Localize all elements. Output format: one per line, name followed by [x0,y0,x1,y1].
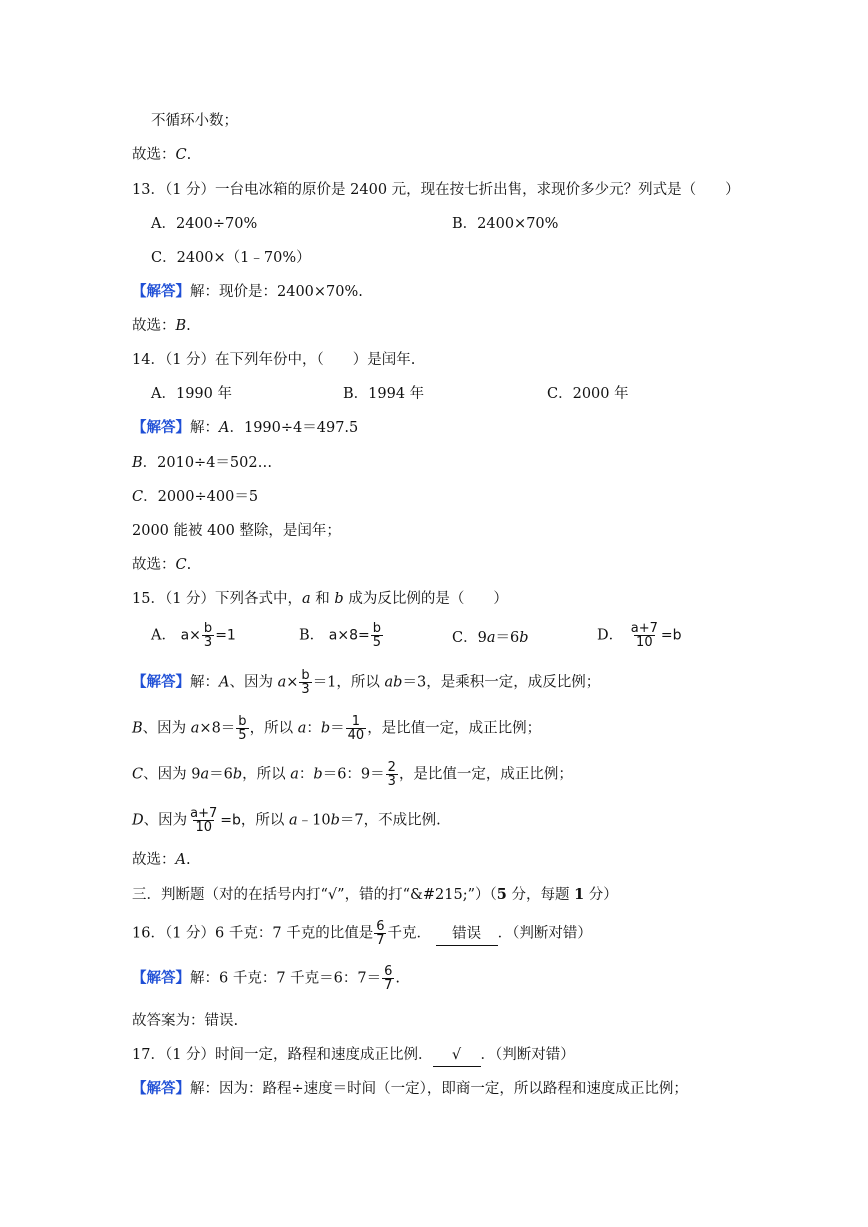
text-span: a× [180,627,201,644]
text-span: 6 [384,964,393,979]
text-span: A [219,674,230,691]
text-span: 3 [301,682,310,697]
text-span: 7 [376,933,385,948]
answer-tag: 【解答】 [132,673,190,691]
text-span: B [132,455,143,471]
answer-blank: √ [433,1044,481,1067]
question-14-option-a: A．1990 年 [151,386,232,402]
text-span: C [175,147,187,163]
text-span: ×8＝ [199,720,236,737]
answer-14-line-c [132,486,258,508]
text-span: 17．（1 分）时间一定，路程和速度成正比例． [132,1047,433,1063]
text-span: b [372,621,381,636]
text-line: 不循环小数； [151,113,238,129]
text-span: . [186,557,192,573]
question-14-option-b: B．1994 年 [343,386,425,402]
text-span: 和 [310,591,335,607]
text-span: 解：6 千克：7 千克＝6：7＝ [190,970,382,987]
text-span: 3 [387,774,396,789]
text-span: . [186,147,192,163]
text-span: ，所以 [242,766,291,783]
question-13-option-a: A．2400÷70% [151,216,258,232]
text-span: a [289,812,298,829]
text-span: ＝6 [209,766,233,783]
text-span: 6 [376,919,385,934]
text-span: 1 [351,714,361,729]
text-span: 千克． [387,925,431,942]
answer-tag: 【解答】 [132,419,190,436]
text-span: B [175,318,187,334]
answer-blank: 错误 [436,923,498,946]
answer-15-b [132,715,541,742]
text-span: b [301,668,310,683]
answer-14-line-b [132,452,272,474]
text-span: b [330,812,340,829]
text-span: 故选： [132,147,176,163]
answer-16-result: 故答案为：错误. [132,1013,239,1029]
text-span: 、因为 [143,812,188,829]
text-span: =1 [215,627,236,644]
answer-14 [132,417,358,439]
text-span: ．2010÷4＝502… [142,455,273,471]
text-span: a+7 [630,621,658,636]
text-span: D． [597,627,624,644]
text-span: 40 [347,728,365,743]
fraction [346,715,367,742]
text-span: 、因为 9 [143,766,201,783]
text-span: ﹣10 [297,812,331,829]
question-15-option-d [597,622,682,649]
text-span: =b [220,812,241,829]
text-span: b [334,591,344,607]
text-span: 解： [190,420,219,436]
text-span: 5 [238,728,247,743]
question-13-option-c: C．2400×（1﹣70%） [151,250,311,266]
text-span: 故选： [132,557,176,573]
text-span: D [132,812,144,829]
text-span: 10 [195,820,212,835]
text-span: a [486,630,496,646]
answer-tag: 【解答】 [132,969,190,987]
answer-17 [132,1078,688,1100]
text-span: × [286,674,299,691]
text-span: 故选： [132,318,176,334]
text-span: ，所以 [249,720,298,737]
text-span: 三．判断题（对的在括号内打“√”，错的打“&#215;”）（ [132,887,497,903]
text-span: 2 [387,760,396,775]
text-span: ．（判断对错） [497,925,592,942]
question-13: 13．（1 分）一台电冰箱的原价是 2400 元，现在按七折出售，求现价多少元？列式是（ ） [132,182,740,198]
text-span: C [132,766,144,783]
text-span: 15．（1 分）下列各式中， [132,591,303,607]
answer-choice-line [132,554,191,576]
text-span: ．1990÷4＝497.5 [229,420,359,436]
answer-tag: 【解答】 [132,1080,190,1097]
answer-13 [132,281,363,303]
fraction [236,715,248,742]
fraction [299,669,311,696]
text-span: 成为反比例的是（ ） [343,591,508,607]
text-span: A [219,420,230,436]
text-span: ： [298,766,314,783]
fraction [386,761,398,788]
text-span: a+7 [190,806,218,821]
answer-choice-line [132,144,191,166]
question-14: 14．（1 分）在下列年份中，（ ）是闰年. [132,352,416,368]
text-span: a [190,720,200,737]
text-span: ＝7，不成比例. [339,812,441,829]
text-span: ： [306,720,321,737]
text-span: a [290,766,299,783]
text-span: 5 [372,635,381,650]
text-span: 解：现价是：2400×70%. [190,284,363,300]
answer-choice-line [132,849,191,871]
text-span: b [203,621,213,636]
text-span: 5 [496,886,507,903]
text-span: 7 [384,978,393,993]
text-span: ，所以 [240,812,290,829]
text-span: b [313,766,323,783]
answer-15-a [132,669,600,696]
fraction [371,622,383,649]
text-span: ＝ [330,720,345,737]
section-heading [132,884,618,906]
text-span: 解：因为：路程÷速度＝时间（一定），即商一定，所以路程和速度成正比例； [190,1081,688,1097]
text-span: 、因为 [229,674,278,691]
text-span: a×8= [328,627,370,644]
text-span: 1 [574,886,585,903]
text-span: ＝6：9＝ [322,766,385,783]
text-span: . [185,852,191,868]
text-span: B [132,720,143,737]
fraction [382,965,394,992]
text-span: b [238,714,247,729]
text-span: 16．（1 分）6 千克：7 千克的比值是 [132,925,374,942]
question-15-option-b [299,622,384,649]
text-span: ，是比值一定，成正比例； [367,720,542,737]
text-span: a [277,674,287,691]
text-span: . [395,970,401,987]
text-span: ，是比值一定，成正比例； [398,766,573,783]
fraction [188,807,219,834]
text-span: A． [151,627,176,644]
answer-choice-line [132,315,191,337]
answer-tag: 【解答】 [132,283,190,300]
text-span: . [186,318,191,334]
text-span: 3 [203,635,213,650]
text-span: 分，每题 [506,887,575,903]
question-15-option-a [151,622,236,649]
text-span: b [320,720,331,737]
answer-14-note: 2000 能被 400 整除，是闰年； [132,523,341,539]
answer-16 [132,965,400,992]
text-span: a [297,720,307,737]
text-span: 故选： [132,852,176,868]
text-span: 分） [584,887,618,903]
text-span: =b [660,627,682,644]
text-span: C [132,489,144,505]
text-span: ．2000÷400＝5 [143,489,259,505]
text-span: 10 [636,635,653,650]
text-span: a [200,766,210,783]
question-16 [132,920,592,947]
fraction [202,622,214,649]
fraction [629,622,660,649]
fraction [374,920,386,947]
text-span: 解： [190,674,219,691]
text-span: C．9 [452,630,487,646]
text-span: b [519,630,529,646]
text-span: ＝6 [495,630,520,646]
answer-15-c [132,761,573,788]
text-span: ＝3，是乘积一定，成反比例； [402,674,601,691]
question-17 [132,1044,575,1067]
text-span: 、因为 [142,720,191,737]
question-13-option-b: B．2400×70% [452,216,559,232]
question-15-option-c [452,627,529,649]
text-span: ＝1，所以 [312,674,385,691]
text-span: a [302,591,311,607]
question-14-option-c: C．2000 年 [547,386,629,402]
text-span: A [175,852,186,868]
question-15 [132,588,508,610]
text-span: C [175,557,187,573]
text-span: ab [384,674,403,691]
text-span: B． [299,627,325,644]
answer-15-d [132,807,441,834]
text-span: ．（判断对错） [480,1047,575,1063]
text-span: b [232,766,243,783]
